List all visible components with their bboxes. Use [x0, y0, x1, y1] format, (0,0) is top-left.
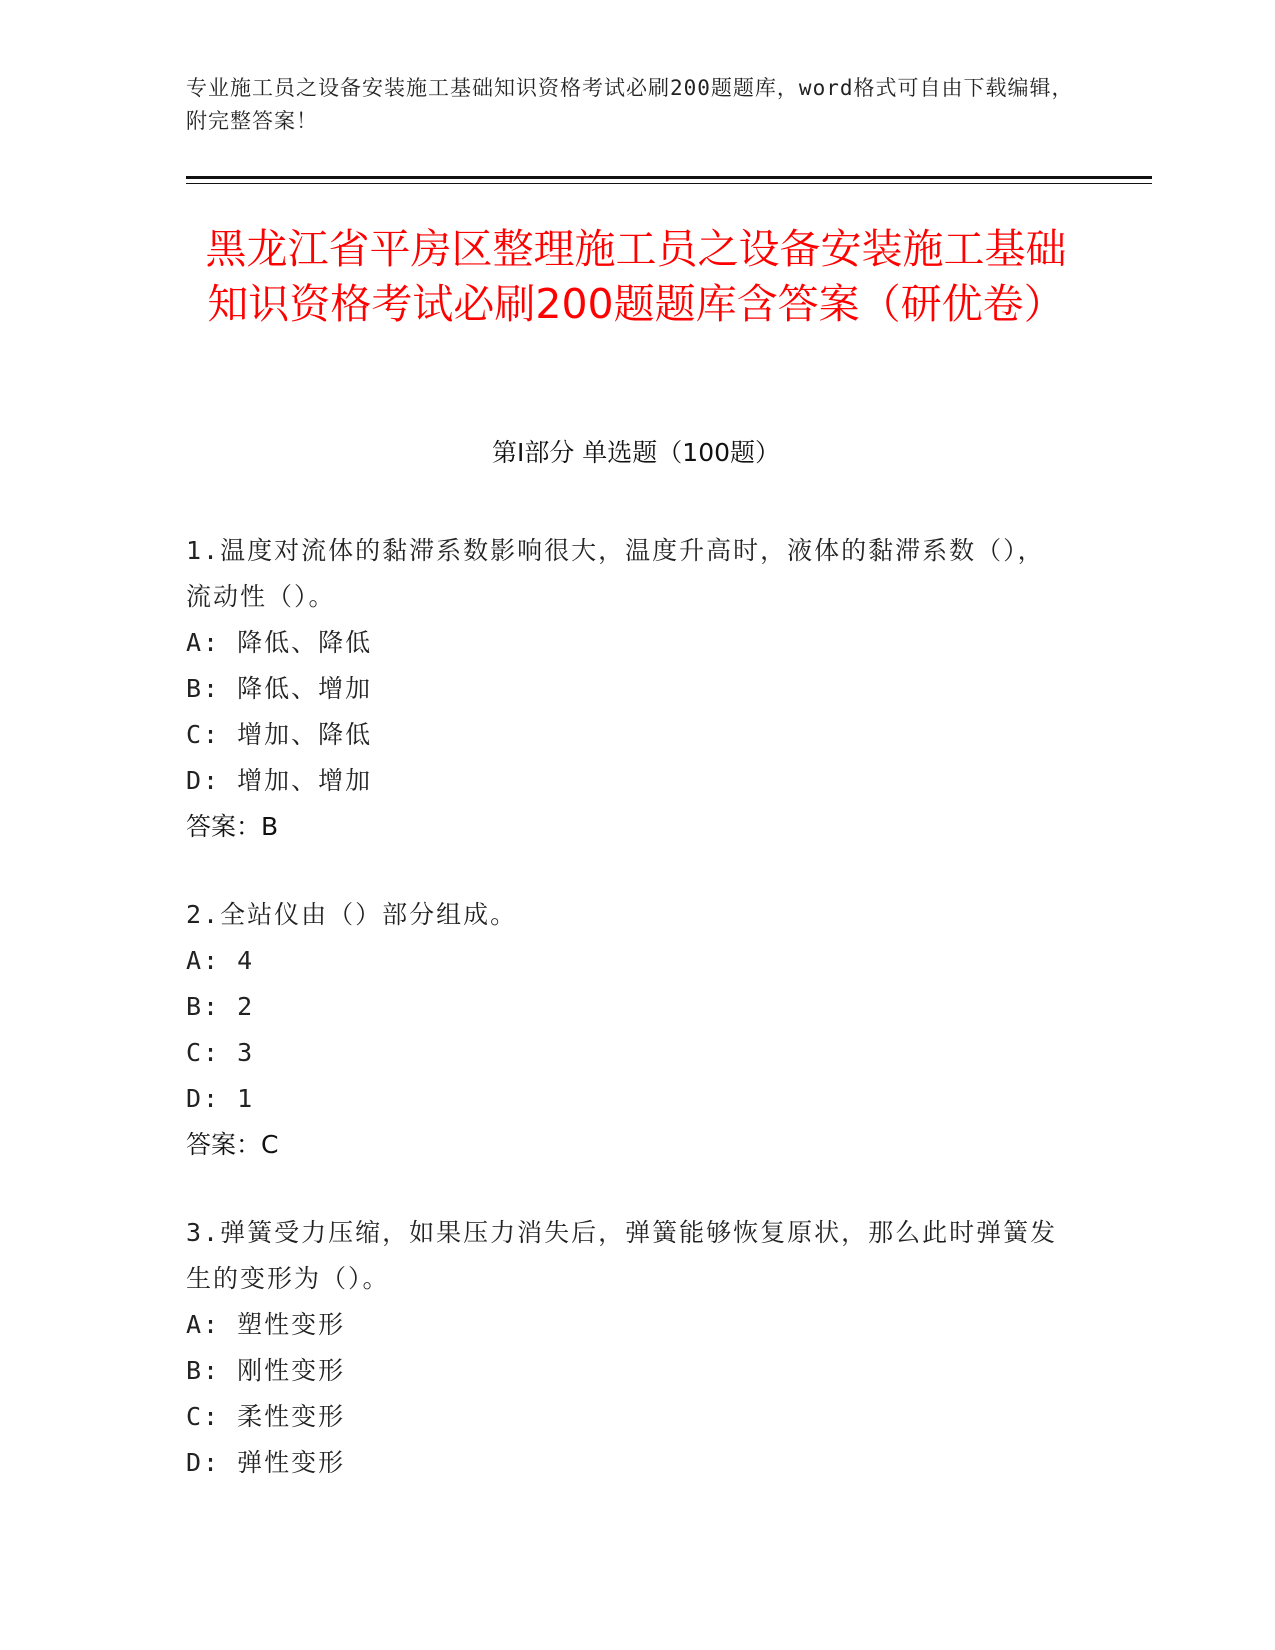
question-2 [186, 892, 1066, 1168]
option-b: B: 2 [186, 992, 255, 1021]
option-a: A: 塑性变形 [186, 1310, 346, 1339]
document-title: 黑龙江省平房区整理施工员之设备安装施工基础知识资格考试必刷200题题库含答案（研优卷） [205, 225, 1067, 328]
answer: 答案：B [186, 812, 279, 841]
option-d: D: 弹性变形 [186, 1448, 346, 1477]
option-c: C: 柔性变形 [186, 1402, 346, 1431]
question-text: 3.弹簧受力压缩，如果压力消失后，弹簧能够恢复原状，那么此时弹簧发生的变形为（）。 [186, 1218, 1058, 1293]
option-d: D: 增加、增加 [186, 766, 373, 795]
question-text: 1.温度对流体的黏滞系数影响很大，温度升高时，液体的黏滞系数（），流动性（）。 [186, 536, 1045, 611]
section-heading: 第I部分 单选题（100题） [491, 438, 781, 467]
answer: 答案：C [186, 1130, 279, 1159]
option-a: A: 降低、降低 [186, 628, 373, 657]
question-3 [186, 1210, 1066, 1486]
option-d: D: 1 [186, 1084, 255, 1113]
option-a: A: 4 [186, 946, 255, 975]
header-rule-thick [186, 176, 1152, 179]
option-c: C: 3 [186, 1038, 255, 1067]
option-b: B: 刚性变形 [186, 1356, 346, 1385]
header-rule-thin [186, 183, 1152, 184]
option-c: C: 增加、降低 [186, 720, 373, 749]
question-text: 2.全站仪由（）部分组成。 [186, 900, 518, 929]
question-1 [186, 528, 1066, 850]
question-list [186, 528, 1066, 1528]
option-b: B: 降低、增加 [186, 674, 373, 703]
header-note: 专业施工员之设备安装施工基础知识资格考试必刷200题题库，word格式可自由下载编辑，附完整答案！ [186, 76, 1074, 133]
